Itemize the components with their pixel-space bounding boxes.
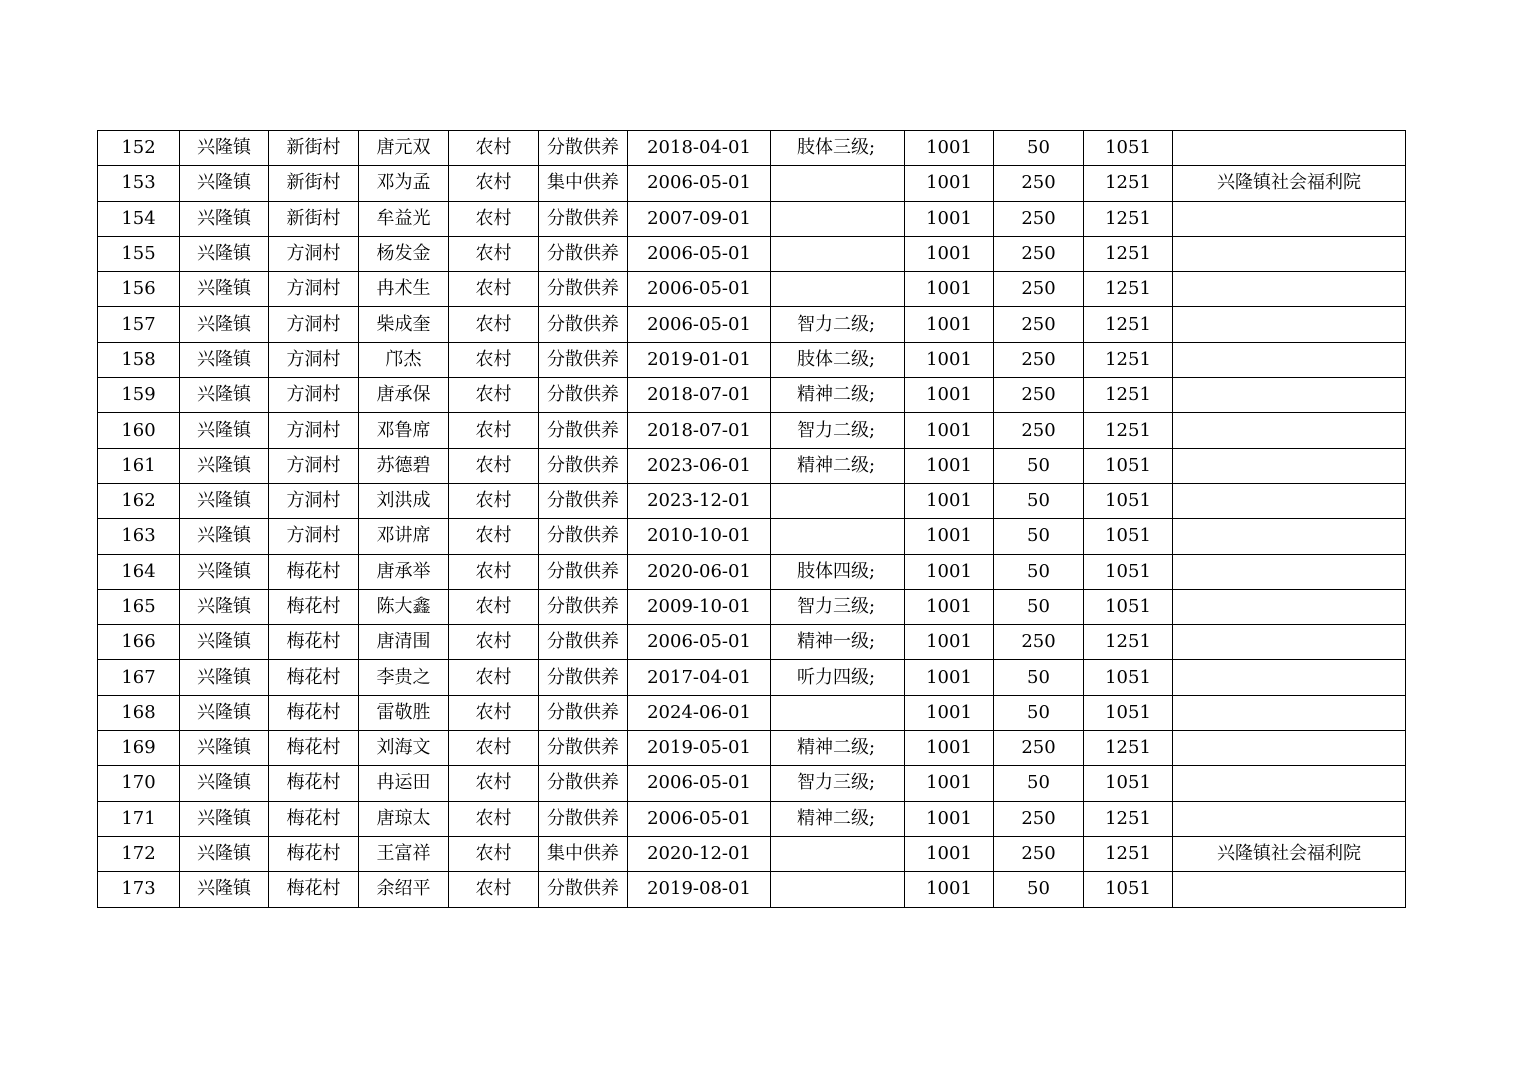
- cell-disability: [771, 872, 905, 907]
- cell-support-type: 分散供养: [539, 660, 628, 695]
- cell-institution: [1173, 307, 1406, 342]
- cell-base-amount: 1001: [905, 695, 994, 730]
- cell-row-number: 159: [98, 378, 180, 413]
- cell-area-type: 农村: [449, 801, 539, 836]
- cell-area-type: 农村: [449, 166, 539, 201]
- cell-institution: [1173, 625, 1406, 660]
- cell-base-amount: 1001: [905, 201, 994, 236]
- cell-institution: [1173, 448, 1406, 483]
- table-row: [98, 695, 1406, 730]
- cell-area-type: 农村: [449, 731, 539, 766]
- table-row: [98, 554, 1406, 589]
- cell-total-amount: 1251: [1084, 731, 1173, 766]
- cell-name: 余绍平: [359, 872, 449, 907]
- cell-name: 刘洪成: [359, 483, 449, 518]
- cell-start-date: 2006-05-01: [628, 272, 771, 307]
- cell-disability: 智力二级;: [771, 307, 905, 342]
- cell-town: 兴隆镇: [180, 307, 269, 342]
- cell-extra-amount: 50: [994, 589, 1084, 624]
- cell-town: 兴隆镇: [180, 519, 269, 554]
- cell-extra-amount: 50: [994, 483, 1084, 518]
- cell-town: 兴隆镇: [180, 660, 269, 695]
- cell-village: 梅花村: [269, 872, 359, 907]
- cell-disability: 精神二级;: [771, 731, 905, 766]
- cell-town: 兴隆镇: [180, 413, 269, 448]
- table-row: [98, 589, 1406, 624]
- cell-base-amount: 1001: [905, 131, 994, 166]
- cell-disability: 智力三级;: [771, 766, 905, 801]
- cell-extra-amount: 250: [994, 166, 1084, 201]
- cell-total-amount: 1251: [1084, 201, 1173, 236]
- cell-name: 邓为孟: [359, 166, 449, 201]
- cell-support-type: 分散供养: [539, 554, 628, 589]
- cell-support-type: 分散供养: [539, 625, 628, 660]
- cell-town: 兴隆镇: [180, 201, 269, 236]
- table-row: [98, 342, 1406, 377]
- table-row: [98, 519, 1406, 554]
- cell-disability: 智力二级;: [771, 413, 905, 448]
- cell-row-number: 170: [98, 766, 180, 801]
- cell-extra-amount: 250: [994, 731, 1084, 766]
- cell-village: 方洞村: [269, 272, 359, 307]
- cell-start-date: 2006-05-01: [628, 307, 771, 342]
- cell-extra-amount: 50: [994, 519, 1084, 554]
- cell-town: 兴隆镇: [180, 695, 269, 730]
- cell-area-type: 农村: [449, 131, 539, 166]
- cell-area-type: 农村: [449, 413, 539, 448]
- cell-disability: 肢体四级;: [771, 554, 905, 589]
- cell-extra-amount: 250: [994, 801, 1084, 836]
- cell-village: 方洞村: [269, 307, 359, 342]
- cell-disability: [771, 236, 905, 271]
- cell-row-number: 158: [98, 342, 180, 377]
- cell-institution: [1173, 483, 1406, 518]
- cell-support-type: 分散供养: [539, 413, 628, 448]
- cell-disability: [771, 166, 905, 201]
- cell-total-amount: 1251: [1084, 836, 1173, 871]
- cell-village: 梅花村: [269, 695, 359, 730]
- cell-row-number: 160: [98, 413, 180, 448]
- cell-extra-amount: 50: [994, 131, 1084, 166]
- cell-disability: [771, 695, 905, 730]
- cell-total-amount: 1051: [1084, 660, 1173, 695]
- cell-start-date: 2018-07-01: [628, 378, 771, 413]
- cell-name: 陈大鑫: [359, 589, 449, 624]
- cell-support-type: 分散供养: [539, 448, 628, 483]
- cell-base-amount: 1001: [905, 660, 994, 695]
- cell-total-amount: 1251: [1084, 307, 1173, 342]
- cell-base-amount: 1001: [905, 413, 994, 448]
- cell-village: 梅花村: [269, 731, 359, 766]
- cell-total-amount: 1251: [1084, 378, 1173, 413]
- cell-village: 梅花村: [269, 836, 359, 871]
- cell-start-date: 2024-06-01: [628, 695, 771, 730]
- cell-institution: [1173, 378, 1406, 413]
- cell-row-number: 156: [98, 272, 180, 307]
- cell-institution: [1173, 342, 1406, 377]
- cell-total-amount: 1051: [1084, 448, 1173, 483]
- cell-base-amount: 1001: [905, 625, 994, 660]
- table-row: [98, 236, 1406, 271]
- cell-name: 苏德碧: [359, 448, 449, 483]
- cell-start-date: 2019-08-01: [628, 872, 771, 907]
- cell-row-number: 169: [98, 731, 180, 766]
- cell-institution: [1173, 519, 1406, 554]
- cell-support-type: 分散供养: [539, 766, 628, 801]
- table-row: [98, 731, 1406, 766]
- cell-start-date: 2020-12-01: [628, 836, 771, 871]
- cell-base-amount: 1001: [905, 448, 994, 483]
- cell-name: 牟益光: [359, 201, 449, 236]
- cell-start-date: 2018-07-01: [628, 413, 771, 448]
- cell-institution: [1173, 695, 1406, 730]
- cell-name: 柴成奎: [359, 307, 449, 342]
- cell-total-amount: 1051: [1084, 519, 1173, 554]
- cell-name: 杨发金: [359, 236, 449, 271]
- cell-base-amount: 1001: [905, 872, 994, 907]
- cell-disability: 精神二级;: [771, 801, 905, 836]
- cell-institution: [1173, 801, 1406, 836]
- cell-base-amount: 1001: [905, 378, 994, 413]
- cell-area-type: 农村: [449, 660, 539, 695]
- cell-row-number: 172: [98, 836, 180, 871]
- table-row: [98, 131, 1406, 166]
- cell-support-type: 分散供养: [539, 483, 628, 518]
- cell-disability: [771, 836, 905, 871]
- cell-area-type: 农村: [449, 236, 539, 271]
- cell-village: 梅花村: [269, 801, 359, 836]
- cell-extra-amount: 50: [994, 660, 1084, 695]
- cell-disability: 精神一级;: [771, 625, 905, 660]
- cell-extra-amount: 50: [994, 872, 1084, 907]
- cell-village: 方洞村: [269, 236, 359, 271]
- cell-town: 兴隆镇: [180, 625, 269, 660]
- cell-total-amount: 1251: [1084, 166, 1173, 201]
- cell-extra-amount: 250: [994, 201, 1084, 236]
- table-row: [98, 307, 1406, 342]
- cell-village: 方洞村: [269, 519, 359, 554]
- cell-base-amount: 1001: [905, 272, 994, 307]
- cell-total-amount: 1251: [1084, 413, 1173, 448]
- cell-area-type: 农村: [449, 625, 539, 660]
- table-row: [98, 166, 1406, 201]
- cell-total-amount: 1051: [1084, 766, 1173, 801]
- cell-start-date: 2006-05-01: [628, 236, 771, 271]
- cell-town: 兴隆镇: [180, 801, 269, 836]
- cell-extra-amount: 50: [994, 554, 1084, 589]
- cell-support-type: 分散供养: [539, 519, 628, 554]
- cell-total-amount: 1251: [1084, 342, 1173, 377]
- cell-town: 兴隆镇: [180, 342, 269, 377]
- cell-area-type: 农村: [449, 201, 539, 236]
- cell-row-number: 165: [98, 589, 180, 624]
- cell-base-amount: 1001: [905, 166, 994, 201]
- cell-start-date: 2006-05-01: [628, 166, 771, 201]
- cell-row-number: 167: [98, 660, 180, 695]
- cell-institution: [1173, 272, 1406, 307]
- cell-base-amount: 1001: [905, 307, 994, 342]
- cell-support-type: 分散供养: [539, 307, 628, 342]
- cell-row-number: 154: [98, 201, 180, 236]
- cell-village: 梅花村: [269, 660, 359, 695]
- cell-name: 李贵之: [359, 660, 449, 695]
- cell-town: 兴隆镇: [180, 236, 269, 271]
- cell-disability: 肢体三级;: [771, 131, 905, 166]
- cell-village: 方洞村: [269, 413, 359, 448]
- cell-disability: [771, 519, 905, 554]
- cell-support-type: 分散供养: [539, 378, 628, 413]
- cell-row-number: 161: [98, 448, 180, 483]
- cell-total-amount: 1051: [1084, 483, 1173, 518]
- cell-row-number: 164: [98, 554, 180, 589]
- cell-extra-amount: 50: [994, 695, 1084, 730]
- cell-extra-amount: 50: [994, 448, 1084, 483]
- cell-name: 唐承保: [359, 378, 449, 413]
- cell-base-amount: 1001: [905, 519, 994, 554]
- table-body: [98, 131, 1406, 908]
- cell-disability: 肢体二级;: [771, 342, 905, 377]
- cell-row-number: 173: [98, 872, 180, 907]
- cell-town: 兴隆镇: [180, 766, 269, 801]
- cell-disability: [771, 483, 905, 518]
- cell-row-number: 163: [98, 519, 180, 554]
- cell-area-type: 农村: [449, 554, 539, 589]
- cell-start-date: 2023-12-01: [628, 483, 771, 518]
- cell-area-type: 农村: [449, 836, 539, 871]
- cell-total-amount: 1251: [1084, 801, 1173, 836]
- cell-name: 邝杰: [359, 342, 449, 377]
- cell-disability: 精神二级;: [771, 378, 905, 413]
- cell-disability: 智力三级;: [771, 589, 905, 624]
- cell-support-type: 分散供养: [539, 731, 628, 766]
- cell-support-type: 集中供养: [539, 166, 628, 201]
- cell-support-type: 分散供养: [539, 272, 628, 307]
- cell-row-number: 168: [98, 695, 180, 730]
- cell-base-amount: 1001: [905, 766, 994, 801]
- cell-start-date: 2010-10-01: [628, 519, 771, 554]
- cell-total-amount: 1051: [1084, 554, 1173, 589]
- cell-area-type: 农村: [449, 872, 539, 907]
- cell-area-type: 农村: [449, 307, 539, 342]
- cell-base-amount: 1001: [905, 731, 994, 766]
- cell-institution: 兴隆镇社会福利院: [1173, 166, 1406, 201]
- cell-institution: [1173, 731, 1406, 766]
- cell-extra-amount: 250: [994, 625, 1084, 660]
- cell-name: 刘海文: [359, 731, 449, 766]
- cell-area-type: 农村: [449, 483, 539, 518]
- cell-town: 兴隆镇: [180, 872, 269, 907]
- cell-start-date: 2019-01-01: [628, 342, 771, 377]
- cell-total-amount: 1051: [1084, 131, 1173, 166]
- cell-extra-amount: 250: [994, 836, 1084, 871]
- cell-support-type: 分散供养: [539, 589, 628, 624]
- cell-village: 梅花村: [269, 589, 359, 624]
- cell-start-date: 2018-04-01: [628, 131, 771, 166]
- cell-institution: 兴隆镇社会福利院: [1173, 836, 1406, 871]
- cell-base-amount: 1001: [905, 342, 994, 377]
- cell-base-amount: 1001: [905, 236, 994, 271]
- cell-area-type: 农村: [449, 766, 539, 801]
- cell-disability: 听力四级;: [771, 660, 905, 695]
- cell-row-number: 152: [98, 131, 180, 166]
- cell-institution: [1173, 131, 1406, 166]
- cell-name: 雷敬胜: [359, 695, 449, 730]
- cell-support-type: 分散供养: [539, 201, 628, 236]
- cell-row-number: 157: [98, 307, 180, 342]
- cell-area-type: 农村: [449, 519, 539, 554]
- cell-town: 兴隆镇: [180, 483, 269, 518]
- cell-name: 唐承举: [359, 554, 449, 589]
- cell-start-date: 2006-05-01: [628, 766, 771, 801]
- cell-base-amount: 1001: [905, 554, 994, 589]
- cell-start-date: 2009-10-01: [628, 589, 771, 624]
- cell-area-type: 农村: [449, 589, 539, 624]
- cell-town: 兴隆镇: [180, 731, 269, 766]
- cell-area-type: 农村: [449, 695, 539, 730]
- table-row: [98, 378, 1406, 413]
- cell-town: 兴隆镇: [180, 836, 269, 871]
- cell-town: 兴隆镇: [180, 448, 269, 483]
- cell-disability: [771, 272, 905, 307]
- cell-area-type: 农村: [449, 448, 539, 483]
- cell-support-type: 分散供养: [539, 342, 628, 377]
- cell-start-date: 2017-04-01: [628, 660, 771, 695]
- cell-extra-amount: 250: [994, 342, 1084, 377]
- table-row: [98, 660, 1406, 695]
- cell-name: 唐元双: [359, 131, 449, 166]
- cell-institution: [1173, 872, 1406, 907]
- cell-village: 梅花村: [269, 766, 359, 801]
- cell-disability: [771, 201, 905, 236]
- cell-base-amount: 1001: [905, 801, 994, 836]
- table-row: [98, 483, 1406, 518]
- cell-institution: [1173, 236, 1406, 271]
- cell-name: 邓讲席: [359, 519, 449, 554]
- cell-village: 新街村: [269, 166, 359, 201]
- cell-name: 王富祥: [359, 836, 449, 871]
- cell-start-date: 2006-05-01: [628, 801, 771, 836]
- cell-name: 冉运田: [359, 766, 449, 801]
- cell-total-amount: 1051: [1084, 695, 1173, 730]
- cell-row-number: 162: [98, 483, 180, 518]
- table-row: [98, 448, 1406, 483]
- cell-row-number: 155: [98, 236, 180, 271]
- cell-institution: [1173, 660, 1406, 695]
- table-row: [98, 836, 1406, 871]
- cell-disability: 精神二级;: [771, 448, 905, 483]
- cell-town: 兴隆镇: [180, 272, 269, 307]
- cell-base-amount: 1001: [905, 589, 994, 624]
- cell-name: 唐清围: [359, 625, 449, 660]
- cell-row-number: 171: [98, 801, 180, 836]
- table-row: [98, 625, 1406, 660]
- cell-start-date: 2007-09-01: [628, 201, 771, 236]
- cell-extra-amount: 250: [994, 378, 1084, 413]
- cell-base-amount: 1001: [905, 836, 994, 871]
- cell-village: 方洞村: [269, 483, 359, 518]
- cell-extra-amount: 250: [994, 236, 1084, 271]
- cell-start-date: 2023-06-01: [628, 448, 771, 483]
- cell-row-number: 166: [98, 625, 180, 660]
- cell-total-amount: 1251: [1084, 272, 1173, 307]
- cell-total-amount: 1251: [1084, 625, 1173, 660]
- cell-extra-amount: 250: [994, 307, 1084, 342]
- cell-village: 梅花村: [269, 554, 359, 589]
- cell-institution: [1173, 589, 1406, 624]
- cell-total-amount: 1251: [1084, 236, 1173, 271]
- records-table: [97, 130, 1406, 908]
- cell-village: 新街村: [269, 131, 359, 166]
- cell-extra-amount: 250: [994, 413, 1084, 448]
- cell-area-type: 农村: [449, 378, 539, 413]
- cell-row-number: 153: [98, 166, 180, 201]
- cell-institution: [1173, 413, 1406, 448]
- cell-total-amount: 1051: [1084, 872, 1173, 907]
- cell-support-type: 集中供养: [539, 836, 628, 871]
- cell-institution: [1173, 201, 1406, 236]
- cell-area-type: 农村: [449, 272, 539, 307]
- cell-extra-amount: 50: [994, 766, 1084, 801]
- cell-start-date: 2019-05-01: [628, 731, 771, 766]
- cell-institution: [1173, 766, 1406, 801]
- table-row: [98, 272, 1406, 307]
- cell-support-type: 分散供养: [539, 801, 628, 836]
- cell-name: 唐琼太: [359, 801, 449, 836]
- cell-base-amount: 1001: [905, 483, 994, 518]
- cell-support-type: 分散供养: [539, 131, 628, 166]
- cell-start-date: 2006-05-01: [628, 625, 771, 660]
- table-row: [98, 413, 1406, 448]
- cell-start-date: 2020-06-01: [628, 554, 771, 589]
- cell-village: 梅花村: [269, 625, 359, 660]
- cell-village: 方洞村: [269, 378, 359, 413]
- table-row: [98, 201, 1406, 236]
- cell-town: 兴隆镇: [180, 589, 269, 624]
- cell-name: 冉术生: [359, 272, 449, 307]
- table-row: [98, 801, 1406, 836]
- cell-village: 新街村: [269, 201, 359, 236]
- cell-town: 兴隆镇: [180, 378, 269, 413]
- cell-institution: [1173, 554, 1406, 589]
- cell-extra-amount: 250: [994, 272, 1084, 307]
- cell-area-type: 农村: [449, 342, 539, 377]
- cell-village: 方洞村: [269, 342, 359, 377]
- table-row: [98, 872, 1406, 907]
- cell-name: 邓鲁席: [359, 413, 449, 448]
- cell-village: 方洞村: [269, 448, 359, 483]
- cell-support-type: 分散供养: [539, 872, 628, 907]
- cell-total-amount: 1051: [1084, 589, 1173, 624]
- cell-town: 兴隆镇: [180, 554, 269, 589]
- cell-support-type: 分散供养: [539, 695, 628, 730]
- cell-support-type: 分散供养: [539, 236, 628, 271]
- cell-town: 兴隆镇: [180, 166, 269, 201]
- cell-town: 兴隆镇: [180, 131, 269, 166]
- table-row: [98, 766, 1406, 801]
